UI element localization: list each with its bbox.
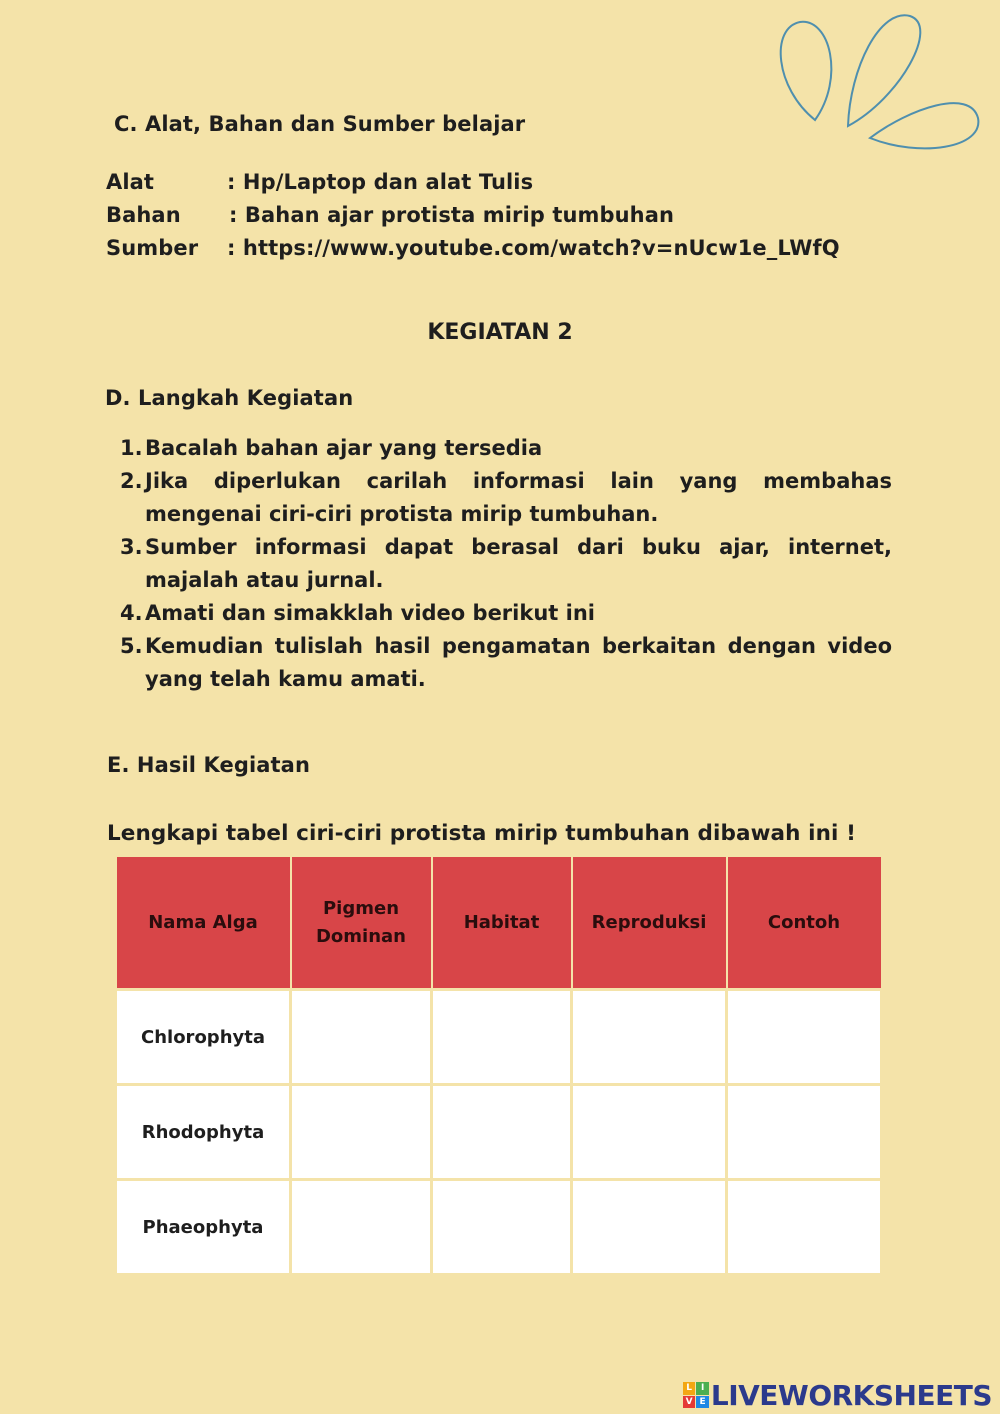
pigmen-input-cell[interactable] xyxy=(291,1180,432,1275)
contoh-input-cell[interactable] xyxy=(727,990,882,1085)
table-instruction: Lengkapi tabel ciri-ciri protista mirip tumbuhan dibawah ini ! xyxy=(107,821,856,846)
habitat-input-cell[interactable] xyxy=(432,990,572,1085)
leaf-shape xyxy=(781,22,832,120)
step-item xyxy=(120,630,892,696)
habitat-input-cell[interactable] xyxy=(432,1180,572,1275)
reproduksi-input-cell[interactable] xyxy=(572,1180,727,1275)
step-number: 4. xyxy=(120,601,143,625)
logo-icon-letter: I xyxy=(696,1382,709,1395)
step-text: Bacalah bahan ajar yang tersedia xyxy=(145,436,543,460)
liveworksheets-logo xyxy=(683,1378,992,1412)
leaf-shape xyxy=(870,103,978,148)
sumber-label: Sumber xyxy=(106,236,199,260)
step-item xyxy=(120,597,892,630)
liveworksheets-logo-icon xyxy=(683,1382,709,1408)
contoh-input-cell[interactable] xyxy=(727,1180,882,1275)
step-number: 5. xyxy=(120,634,143,658)
pigmen-input-cell[interactable] xyxy=(291,990,432,1085)
leaf-decoration-icon xyxy=(770,8,990,168)
section-d-heading: D. Langkah Kegiatan xyxy=(105,386,354,410)
sumber-value-link[interactable]: : https://www.youtube.com/watch?v=nUcw1e_LWfQ xyxy=(227,236,840,260)
header-habitat: Habitat xyxy=(432,856,572,990)
step-number: 2. xyxy=(120,469,143,493)
header-pigmen-label: Pigmen Dominan xyxy=(315,897,406,947)
table-row xyxy=(116,1180,882,1275)
step-list xyxy=(120,432,892,696)
leaf-shape xyxy=(848,15,920,126)
table-row xyxy=(116,990,882,1085)
step-text: Kemudian tulislah hasil pengamatan berkaitan dengan video yang telah kamu amati. xyxy=(145,634,892,691)
step-text: Amati dan simakklah video berikut ini xyxy=(145,601,595,625)
contoh-input-cell[interactable] xyxy=(727,1085,882,1180)
reproduksi-input-cell[interactable] xyxy=(572,1085,727,1180)
table-row xyxy=(116,1085,882,1180)
step-item xyxy=(120,432,892,465)
bahan-value: : Bahan ajar protista mirip tumbuhan xyxy=(229,203,675,227)
row-name-cell: Chlorophyta xyxy=(116,990,291,1085)
step-number: 1. xyxy=(120,436,143,460)
alga-table xyxy=(114,855,883,1276)
step-item xyxy=(120,531,892,597)
table-header-row xyxy=(116,856,882,990)
logo-icon-letter: V xyxy=(683,1396,696,1409)
header-contoh: Contoh xyxy=(727,856,882,990)
header-reproduksi: Reproduksi xyxy=(572,856,727,990)
logo-text: LIVEWORKSHEETS xyxy=(710,1378,992,1412)
pigmen-input-cell[interactable] xyxy=(291,1085,432,1180)
header-nama-alga: Nama Alga xyxy=(116,856,291,990)
section-e-heading: E. Hasil Kegiatan xyxy=(107,753,310,777)
row-name-cell: Phaeophyta xyxy=(116,1180,291,1275)
logo-icon-letter: L xyxy=(683,1382,696,1395)
row-name-cell: Rhodophyta xyxy=(116,1085,291,1180)
alat-label: Alat xyxy=(106,170,155,194)
reproduksi-input-cell[interactable] xyxy=(572,990,727,1085)
header-pigmen-dominan xyxy=(291,856,432,990)
activity-title: KEGIATAN 2 xyxy=(427,320,573,345)
section-c-heading: C. Alat, Bahan dan Sumber belajar xyxy=(114,112,526,136)
step-text: Sumber informasi dapat berasal dari buku ajar, internet, majalah atau jurnal. xyxy=(145,535,892,592)
step-text: Jika diperlukan carilah informasi lain yang membahas mengenai ciri-ciri protista mirip tumbuhan. xyxy=(145,469,892,526)
logo-icon-letter: E xyxy=(696,1396,709,1409)
alat-value: : Hp/Laptop dan alat Tulis xyxy=(227,170,534,194)
step-item xyxy=(120,465,892,531)
step-number: 3. xyxy=(120,535,143,559)
bahan-label: Bahan xyxy=(106,203,181,227)
habitat-input-cell[interactable] xyxy=(432,1085,572,1180)
